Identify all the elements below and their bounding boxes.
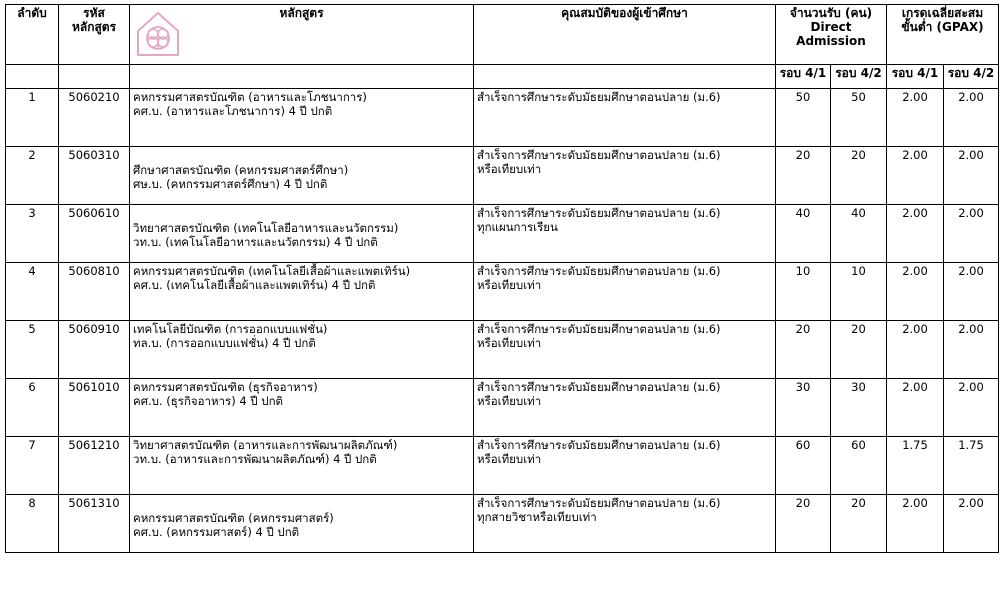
row-code: 5060210 xyxy=(59,89,130,147)
row-code: 5060310 xyxy=(59,147,130,205)
row-adm-round2: 20 xyxy=(831,147,887,205)
row-qualification xyxy=(474,437,776,495)
row-qualification xyxy=(474,89,776,147)
row-program xyxy=(130,89,474,147)
row-qualification xyxy=(474,147,776,205)
row-adm-round1: 30 xyxy=(776,379,831,437)
qualification-line: สำเร็จการศึกษาระดับมัธยมศึกษาตอนปลาย (ม.6) xyxy=(477,264,721,278)
row-gpa-round1: 1.75 xyxy=(887,437,944,495)
row-gpa-round1: 2.00 xyxy=(887,263,944,321)
program-line: คหกรรมศาสตรบัณฑิต (อาหารและโภชนาการ) xyxy=(133,90,367,104)
program-line: ศึกษาศาสตรบัณฑิต (คหกรรมศาสตร์ศึกษา) xyxy=(133,163,349,177)
program-line: เทคโนโลยีบัณฑิต (การออกแบบแฟชั่น) xyxy=(133,322,328,336)
row-code: 5061210 xyxy=(59,437,130,495)
row-qualification xyxy=(474,495,776,553)
row-adm-round2: 50 xyxy=(831,89,887,147)
row-code: 5061010 xyxy=(59,379,130,437)
row-adm-round1: 50 xyxy=(776,89,831,147)
row-order: 3 xyxy=(6,205,59,263)
program-line: วท.บ. (เทคโนโลยีอาหารและนวัตกรรม) 4 ปี ปกติ xyxy=(133,235,378,249)
header-program xyxy=(130,5,474,65)
qualification-line: สำเร็จการศึกษาระดับมัธยมศึกษาตอนปลาย (ม.6) xyxy=(477,206,721,220)
row-code: 5060610 xyxy=(59,205,130,263)
qualification-line: สำเร็จการศึกษาระดับมัธยมศึกษาตอนปลาย (ม.6) xyxy=(477,148,721,162)
row-adm-round1: 40 xyxy=(776,205,831,263)
qualification-line: สำเร็จการศึกษาระดับมัธยมศึกษาตอนปลาย (ม.6) xyxy=(477,322,721,336)
table-row xyxy=(6,379,999,437)
header-adm-round1: รอบ 4/1 xyxy=(776,65,831,89)
program-line: คศ.บ. (เทคโนโลยีเสื้อผ้าและแพตเทิร์น) 4 ปี ปกติ xyxy=(133,278,376,292)
row-code: 5060910 xyxy=(59,321,130,379)
table-row xyxy=(6,263,999,321)
row-gpa-round2: 2.00 xyxy=(944,379,999,437)
qualification-line: สำเร็จการศึกษาระดับมัธยมศึกษาตอนปลาย (ม.6) xyxy=(477,90,721,104)
row-gpa-round2: 1.75 xyxy=(944,437,999,495)
program-line: คศ.บ. (อาหารและโภชนาการ) 4 ปี ปกติ xyxy=(133,104,333,118)
row-program xyxy=(130,147,474,205)
header-code-blank xyxy=(59,65,130,89)
header-admission xyxy=(776,5,887,65)
qualification-line: หรือเทียบเท่า xyxy=(477,278,542,292)
row-program xyxy=(130,205,474,263)
qualification-line: หรือเทียบเท่า xyxy=(477,162,542,176)
qualification-line: ทุกสายวิชาหรือเทียบเท่า xyxy=(477,510,597,524)
row-gpa-round2: 2.00 xyxy=(944,263,999,321)
row-adm-round2: 30 xyxy=(831,379,887,437)
header-code-text: รหัส หลักสูตร xyxy=(71,6,117,34)
header-code xyxy=(59,5,130,65)
row-gpa-round1: 2.00 xyxy=(887,89,944,147)
row-gpa-round2: 2.00 xyxy=(944,205,999,263)
program-line: ทล.บ. (การออกแบบแฟชั่น) 4 ปี ปกติ xyxy=(133,336,316,350)
table-row xyxy=(6,437,999,495)
qualification-line: ทุกแผนการเรียน xyxy=(477,220,558,234)
program-line: คศ.บ. (คหกรรมศาสตร์) 4 ปี ปกติ xyxy=(133,525,300,539)
row-order: 4 xyxy=(6,263,59,321)
header-program-blank xyxy=(130,65,474,89)
row-adm-round1: 20 xyxy=(776,147,831,205)
home-flower-logo xyxy=(133,9,183,59)
row-gpa-round1: 2.00 xyxy=(887,379,944,437)
table-row xyxy=(6,321,999,379)
row-program xyxy=(130,321,474,379)
row-gpa-round1: 2.00 xyxy=(887,205,944,263)
row-order: 1 xyxy=(6,89,59,147)
row-order: 7 xyxy=(6,437,59,495)
qualification-line: หรือเทียบเท่า xyxy=(477,394,542,408)
row-adm-round1: 20 xyxy=(776,321,831,379)
header-gpax-text: เกรดเฉลี่ยสะสม ขั้นต่ำ (GPAX) xyxy=(901,6,984,34)
qualification-line: สำเร็จการศึกษาระดับมัธยมศึกษาตอนปลาย (ม.6) xyxy=(477,496,721,510)
row-adm-round2: 20 xyxy=(831,321,887,379)
program-line: วิทยาศาสตรบัณฑิต (อาหารและการพัฒนาผลิตภัณฑ์) xyxy=(133,438,398,452)
header-gpa-round2: รอบ 4/2 xyxy=(944,65,999,89)
header-order-blank xyxy=(6,65,59,89)
program-spacer xyxy=(133,206,470,221)
admission-table xyxy=(5,4,999,553)
row-code: 5060810 xyxy=(59,263,130,321)
row-adm-round2: 20 xyxy=(831,495,887,553)
header-adm-round2: รอบ 4/2 xyxy=(831,65,887,89)
row-order: 5 xyxy=(6,321,59,379)
row-gpa-round1: 2.00 xyxy=(887,321,944,379)
program-line: คหกรรมศาสตรบัณฑิต (คหกรรมศาสตร์) xyxy=(133,511,334,525)
row-adm-round1: 60 xyxy=(776,437,831,495)
header-admission-text: จำนวนรับ (คน) Direct Admission xyxy=(789,6,873,48)
row-order: 2 xyxy=(6,147,59,205)
header-gpax xyxy=(887,5,999,65)
program-spacer xyxy=(133,148,470,163)
qualification-line: สำเร็จการศึกษาระดับมัธยมศึกษาตอนปลาย (ม.6) xyxy=(477,438,721,452)
row-code: 5061310 xyxy=(59,495,130,553)
row-program xyxy=(130,379,474,437)
header-gpa-round1: รอบ 4/1 xyxy=(887,65,944,89)
row-gpa-round1: 2.00 xyxy=(887,495,944,553)
program-line: คหกรรมศาสตรบัณฑิต (ธุรกิจอาหาร) xyxy=(133,380,318,394)
row-qualification xyxy=(474,205,776,263)
program-line: ศษ.บ. (คหกรรมศาสตร์ศึกษา) 4 ปี ปกติ xyxy=(133,177,328,191)
qualification-line: หรือเทียบเท่า xyxy=(477,336,542,350)
row-order: 6 xyxy=(6,379,59,437)
table-row xyxy=(6,205,999,263)
row-gpa-round2: 2.00 xyxy=(944,89,999,147)
table-row xyxy=(6,147,999,205)
header-qualification-blank xyxy=(474,65,776,89)
row-gpa-round2: 2.00 xyxy=(944,495,999,553)
table-body xyxy=(6,89,999,553)
row-qualification xyxy=(474,379,776,437)
row-qualification xyxy=(474,321,776,379)
row-adm-round2: 60 xyxy=(831,437,887,495)
row-adm-round1: 10 xyxy=(776,263,831,321)
row-program xyxy=(130,263,474,321)
row-order: 8 xyxy=(6,495,59,553)
program-line: วิทยาศาสตรบัณฑิต (เทคโนโลยีอาหารและนวัตกรรม) xyxy=(133,221,399,235)
row-adm-round1: 20 xyxy=(776,495,831,553)
program-line: คหกรรมศาสตรบัณฑิต (เทคโนโลยีเสื้อผ้าและแพตเทิร์น) xyxy=(133,264,411,278)
program-spacer xyxy=(133,496,470,511)
table-row xyxy=(6,495,999,553)
row-adm-round2: 10 xyxy=(831,263,887,321)
row-adm-round2: 40 xyxy=(831,205,887,263)
table-row xyxy=(6,89,999,147)
row-program xyxy=(130,495,474,553)
row-qualification xyxy=(474,263,776,321)
header-program-text: หลักสูตร xyxy=(279,6,324,20)
header-qualification: คุณสมบัติของผู้เข้าศึกษา xyxy=(474,5,776,65)
header-order: ลำดับ xyxy=(6,5,59,65)
program-line: วท.บ. (อาหารและการพัฒนาผลิตภัณฑ์) 4 ปี ปกติ xyxy=(133,452,377,466)
row-gpa-round2: 2.00 xyxy=(944,321,999,379)
qualification-line: สำเร็จการศึกษาระดับมัธยมศึกษาตอนปลาย (ม.6) xyxy=(477,380,721,394)
qualification-line: หรือเทียบเท่า xyxy=(477,452,542,466)
row-gpa-round2: 2.00 xyxy=(944,147,999,205)
program-line: คศ.บ. (ธุรกิจอาหาร) 4 ปี ปกติ xyxy=(133,394,284,408)
row-gpa-round1: 2.00 xyxy=(887,147,944,205)
row-program xyxy=(130,437,474,495)
